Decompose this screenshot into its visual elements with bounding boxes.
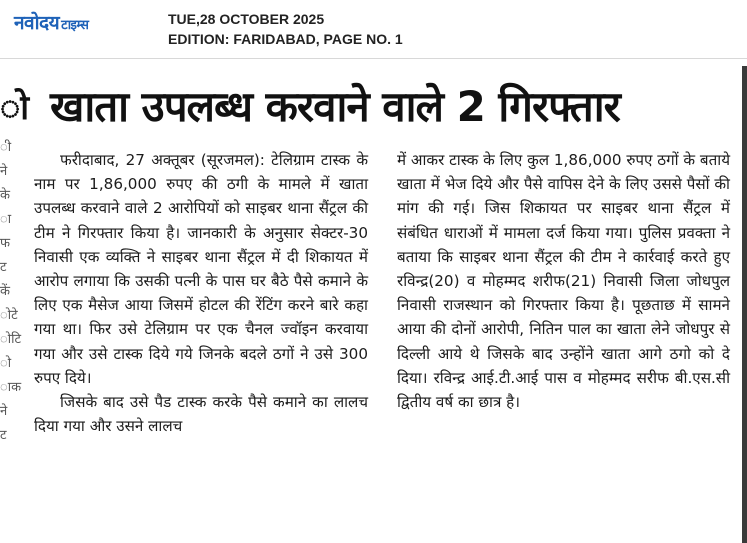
fragment-char: ट xyxy=(0,428,7,443)
newspaper-logo[interactable] xyxy=(14,9,88,35)
fragment-char: फ xyxy=(0,236,11,251)
fragment-char: ोटे xyxy=(0,308,18,323)
fragment-char: ने xyxy=(0,404,8,419)
fragment-char: ट xyxy=(0,260,7,275)
fragment-char: ने xyxy=(0,164,8,179)
fragment-char: ोटि xyxy=(0,332,22,347)
article-column-right xyxy=(397,148,730,538)
masthead-bar xyxy=(0,0,747,52)
fragment-char: ी xyxy=(0,140,12,155)
fragment-char: के xyxy=(0,188,10,203)
article-paragraph: में आकर टास्क के लिए कुल 1,86,000 रुपए ठगों के बताये खाता में भेज दिये और पैसे वापिस देने के लिए उससे पैसों की मांग की गई। जिस शिकायत पर साइबर थाना सैंट्रल में संबंधित धाराओं में मामला दर्ज किया गया। पुलिस प्रवक्ता ने बताया कि साइबर थाना सैंट्रल की टीम ने कार्रवाई करते हुए रविन्द्र(20) व मोहम्मद शरीफ(21) निवासी जिला जोधपुल निवासी राजस्थान को गिरफ्तार किया है। पूछताछ में सामने आया की दोनों आरोपी, नितिन पाल का खाता लेने जोधपुर से दिल्ली आये थे जिसके बाद उन्होंने खाता आगे ठगो को दे दिया। रविन्द्र आई.टी.आई पास व मोहम्मद सरीफ बी.एस.सी द्वितीय वर्ष का छात्र है। xyxy=(397,151,730,412)
article-paragraph: फरीदाबाद, 27 अक्तूबर (सूरजमल): टेलिग्राम टास्क के नाम पर 1,86,000 रुपए की ठगी के मामले में खाता उपलब्ध करवाने वाले 2 आरोपियों को साइबर थाना सैंट्रल की टीम ने गिरफ्तार किया है। जानकारी के अनुसार सेक्टर-30 निवासी एक व्यक्ति ने साइबर थाना सैंट्रल में दी शिकायत में आरोप लगाया कि उसकी पत्नी के पास घर बैठे पैसे कमाने के लिए एक मैसेज आया जिसमें होटल की रेंटिंग करने बारे कहा गया था। फिर उसे टेलिग्राम पर एक चैनल ज्वॉइन करवाया गया और उसे टास्क दिये गये जिनके बदले ठगों ने उसे 300 रुपए दिये। xyxy=(34,151,368,387)
fragment-big-glyph: ो xyxy=(0,88,30,128)
logo-sub-text: टाइम्स xyxy=(61,18,89,33)
adjacent-article-fragment xyxy=(0,80,30,540)
header-divider xyxy=(0,58,747,59)
fragment-char: ा xyxy=(0,212,12,227)
edition-info xyxy=(168,9,403,49)
fragment-char: कें xyxy=(0,284,10,299)
article-paragraph: जिसके बाद उसे पैड टास्क करके पैसे कमाने का लालच दिया गया और उसने लालच xyxy=(34,393,368,436)
page-edge-bar xyxy=(742,66,747,543)
issue-date: TUE,28 OCTOBER 2025 xyxy=(168,11,325,27)
logo-main-text: नवोदय xyxy=(14,12,60,34)
fragment-char: ाक xyxy=(0,380,22,395)
edition-label: EDITION: FARIDABAD, PAGE NO. 1 xyxy=(168,31,403,47)
article-column-left xyxy=(34,148,368,538)
article-headline: खाता उपलब्ध करवाने वाले 2 गिरफ्तार xyxy=(50,82,620,131)
fragment-char: ो xyxy=(0,356,12,371)
